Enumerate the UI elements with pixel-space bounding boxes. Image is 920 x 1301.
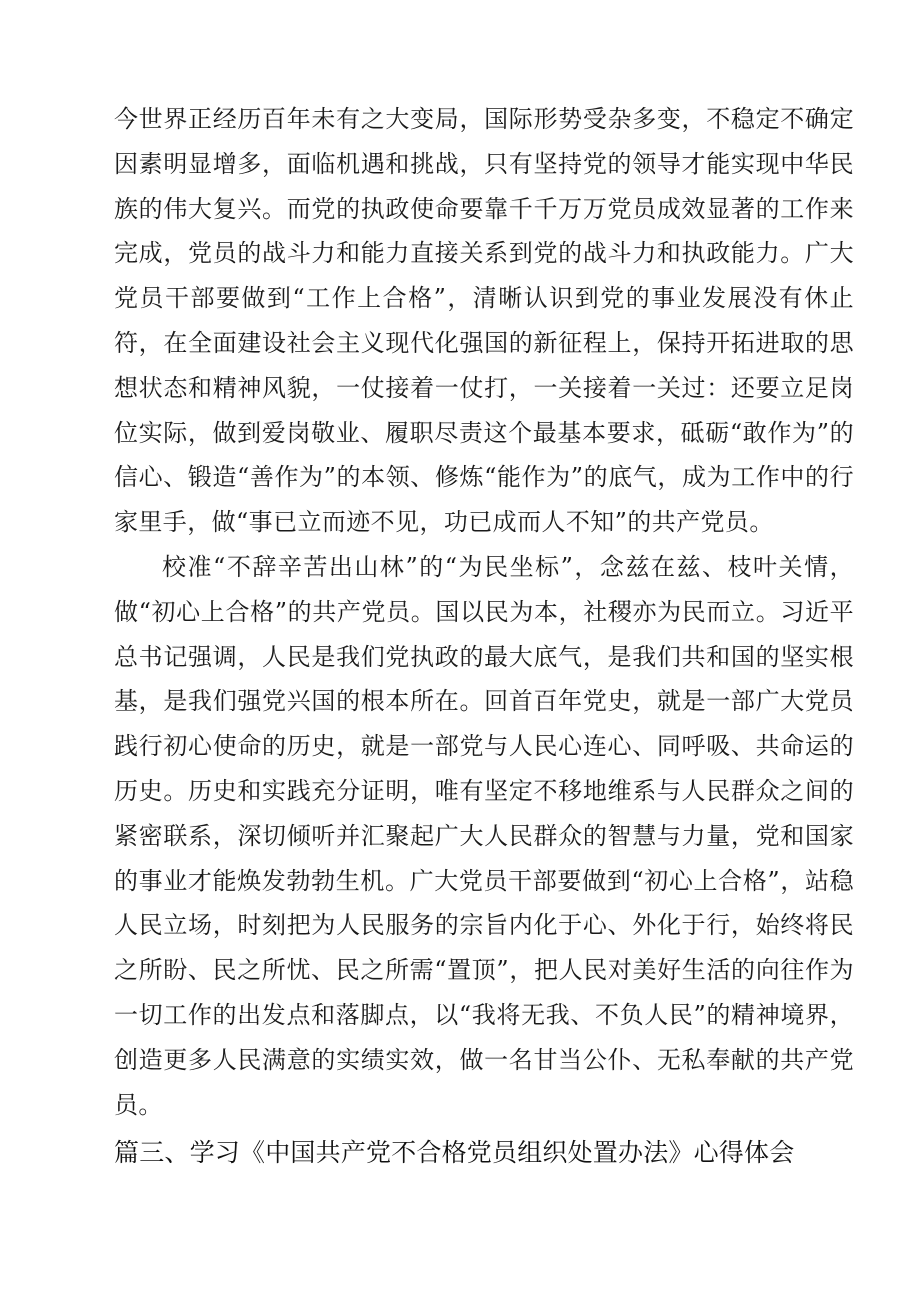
body-paragraph-2: 校准“不辞辛苦出山林”的“为民坐标”，念兹在兹、枝叶关情，做“初心上合格”的共产党员。国以民为本，社稷亦为民而立。习近平总书记强调，人民是我们党执政的最大底气，是我们共和国的坚实根基，是我们强党兴国的根本所在。回首百年党史，就是一部广大党员践行初心使命的历史，就是一部党与人民心连心、同呼吸、共命运的历史。历史和实践充分证明，唯有坚定不移地维系与人民群众之间的紧密联系，深切倾听并汇聚起广大人民群众的智慧与力量，党和国家的事业才能焕发勃勃生机。广大党员干部要做到“初心上合格”，站稳人民立场，时刻把为人民服务的宗旨内化于心、外化于行，始终将民之所盼、民之所忧、民之所需“置顶”，把人民对美好生活的向往作为一切工作的出发点和落脚点，以“我将无我、不负人民”的精神境界，创造更多人民满意的实绩实效，做一名甘当公仆、无私奉献的共产党员。 [114,553,854,1119]
body-paragraph-1: 今世界正经历百年未有之大变局，国际形势受杂多变，不稳定不确定因素明显增多，面临机遇和挑战，只有坚持党的领导才能实现中华民族的伟大复兴。而党的执政使命要靠千千万万党员成效显著的工作来完成，党员的战斗力和能力直接关系到党的战斗力和执政能力。广大党员干部要做到“工作上合格”，清晰认识到党的事业发展没有休止符，在全面建设社会主义现代化强国的新征程上，保持开拓进取的思想状态和精神风貌，一仗接着一仗打，一关接着一关过：还要立足岗位实际，做到爱岗敬业、履职尽责这个最基本要求，砥砺“敢作为”的信心、锻造“善作为”的本领、修炼“能作为”的底气，成为工作中的行家里手，做“事已立而迹不见，功已成而人不知”的共产党员。 [114,105,854,537]
section-heading: 篇三、学习《中国共产党不合格党员组织处置办法》心得体会 [114,1138,795,1167]
